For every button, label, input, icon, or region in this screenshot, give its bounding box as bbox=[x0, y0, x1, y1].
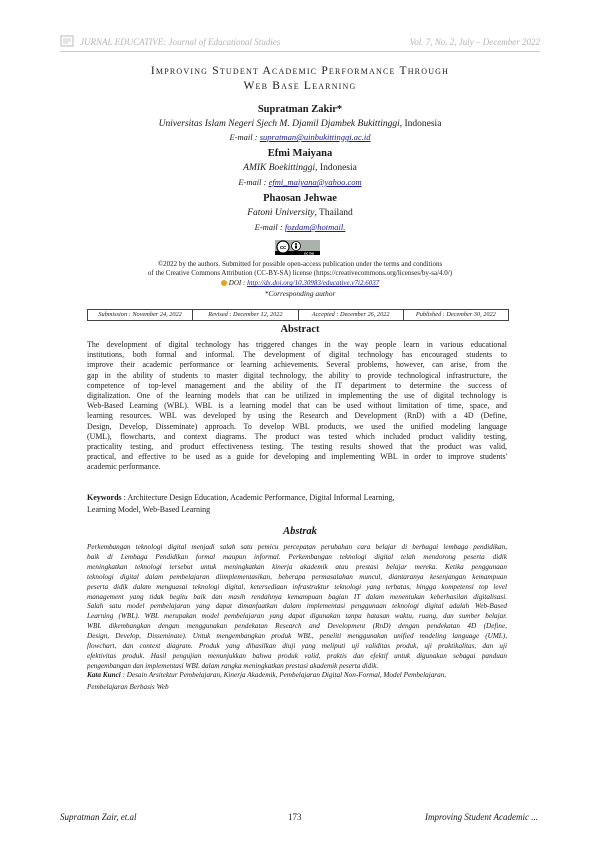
abstract-line: academic performance. bbox=[87, 462, 161, 472]
license-line-1: ©2022 by the authors. Submitted for possible open-access publication under the terms and conditions bbox=[157, 260, 443, 268]
revised-date: Revised : December 12, 2022 bbox=[192, 310, 297, 320]
abstrak-body bbox=[87, 543, 507, 672]
accepted-date: Accepted : December 26, 2022 bbox=[298, 310, 403, 320]
corresponding-author-note: *Corresponding author bbox=[264, 289, 336, 298]
author-email-link[interactable]: efmi_maiyana@yahoo.com bbox=[268, 177, 362, 187]
abstrak-keywords: Kata Kunci : Desain Arsitektur Pembelajaran, Kinerja Akademik, Pembelajaran Digital Non-Formal, Model Pembelajaran, bbox=[87, 671, 447, 679]
abstract-line: (UML), flowcharts, and context diagrams. The product was tested which included product validity testing, bbox=[87, 431, 507, 441]
svg-text:cc by: cc by bbox=[303, 250, 315, 255]
abstract-line: practicality testing, and product effectiveness testing. The testing results showed that the product was valid, bbox=[87, 442, 507, 452]
abstrak-line: teknologi digital dalam pembelajaran diimplementasikan, beberapa permasalahan muncul, diantaranya kesenjangan kemampuan bbox=[87, 572, 507, 581]
svg-text:cc: cc bbox=[279, 245, 287, 251]
abstrak-line: Learning (WBL). WBL merupakan model pembelajaran yang dapat digunakan tanpa batasan waktu, ruang, dan sumber belajar. bbox=[87, 612, 507, 621]
abstract-keywords-line-2: Learning Model, Web-Based Learning bbox=[87, 505, 211, 514]
abstract-line: The development of digital technology has triggered changes in the way people learn in various educational bbox=[87, 340, 507, 349]
title-line-1: Improving Student Academic Performance Through bbox=[150, 65, 450, 77]
page-number: 173 bbox=[288, 812, 302, 822]
footer-authors: Supratman Zair, et.al bbox=[60, 812, 137, 822]
author-email-link[interactable]: fozdam@hotmail. bbox=[284, 222, 346, 232]
abstrak-heading: Abstrak bbox=[283, 526, 317, 537]
header-divider bbox=[60, 51, 540, 52]
author-email-link[interactable]: supratman@uinbukittinggi.ac.id bbox=[259, 132, 371, 142]
author-name: Phaosan Jehwae bbox=[263, 193, 337, 204]
author-affiliation: AMIK Boekittinggi, Indonesia bbox=[243, 163, 357, 173]
abstrak-line: flowchart, dan context diagram. Produk yang dihasilkan diuji yang meliputi uji validitas produk, uji praktikalitas, dan uji bbox=[87, 642, 507, 651]
abstract-line: digitalization. One of the learning models that can be utilized in implementing the use of digital technology is bbox=[87, 391, 507, 401]
journal-name: JURNAL EDUCATIVE: Journal of Educational Studies bbox=[80, 37, 281, 47]
author-email: E-mail : efmi_maiyana@yahoo.com bbox=[238, 177, 362, 187]
abstrak-line: efektivitas produk. Hasil pengujian menunjukkan bahwa produk valid, praktis dan efektif untuk digunakan sebagai panduan bbox=[87, 651, 507, 660]
abstract-line: competence of top-level management and the ability of the IT department to determine the success of bbox=[87, 380, 507, 390]
abstract-heading: Abstract bbox=[280, 324, 320, 335]
abstract-line: practical, and effective to be used as a guide for developing and implementing WBL in order to improve students' bbox=[87, 452, 507, 462]
author-affiliation: Fatoni University, Thailand bbox=[247, 208, 353, 218]
abstrak-line: Salah satu model pembelajaran yang dapat dimanfaatkan dalam implementasi penggunaan teknologi digital adalah Web-Based bbox=[87, 602, 507, 611]
abstrak-line: pengembangan dan implementasi WBL dalam rangka meningkatkan prestasi akademik peserta didik. bbox=[87, 661, 379, 670]
journal-volume: Vol. 7, No. 2, July – December 2022 bbox=[409, 37, 540, 47]
creative-commons-icon bbox=[275, 240, 320, 255]
doi-icon bbox=[221, 280, 227, 286]
abstract-keywords: Keywords : Architecture Design Education, Academic Performance, Digital Informal Learning, bbox=[87, 493, 395, 502]
abstrak-line: meningkatkan teknologi tersebut untuk meningkatkan kinerja akademik atau prestasi belajar mereka. Ketika penggunaan bbox=[87, 562, 507, 571]
doi-line: DOI : http://dx.doi.org/10.30983/educative.v7i2.6037 bbox=[60, 279, 540, 288]
footer-short-title: Improving Student Academic ... bbox=[425, 812, 538, 822]
abstract-line: Web-Based Learning (WBL). WBL is a learning model that can be used without limitation of time, space, and bbox=[87, 401, 507, 411]
abstrak-line: Perkembangan teknologi digital menjadi salah satu pemicu percepatan perubahan cara belajar di berbagai lembaga pendidikan, bbox=[87, 543, 507, 551]
journal-logo-icon bbox=[60, 34, 74, 48]
abstrak-line: peserta didik dalam menguasai teknologi digital, ketersediaan infrastruktur teknologi yang terbatas, hingga kompetensi top level bbox=[87, 582, 507, 591]
published-date: Published : December 30, 2022 bbox=[403, 310, 508, 320]
abstract-line: improve their academic performance or learning achievements. Several problems, however, can arise, from the bbox=[87, 360, 507, 370]
author-email: E-mail : fozdam@hotmail. bbox=[254, 222, 346, 232]
abstrak-keywords-line-2: Pembelajaran Berbasis Web bbox=[87, 683, 169, 691]
abstract-body bbox=[87, 340, 507, 473]
author-email: E-mail : supratman@uinbukittinggi.ac.id bbox=[229, 132, 371, 142]
abstract-line: gap in the ability of students to master digital technology, the ability to provide technological infrastructure, the bbox=[87, 370, 507, 380]
abstract-line: institutions, both formal and informal. The development of digital technology has encouraged students to bbox=[87, 350, 507, 360]
license-line-2: of the Creative Commons Attribution (CC-BY-SA) license (https://creativecommons.org/licenses/by-sa/4.0/) bbox=[147, 269, 453, 277]
abstrak-line: baik di Lembaga Pendidikan formal maupun informal. Perkembangan teknologi digital telah mendorong peserta didik bbox=[87, 552, 507, 561]
submission-date: Submission : November 24, 2022 bbox=[98, 311, 182, 318]
running-header bbox=[60, 36, 540, 50]
paper-title bbox=[60, 64, 540, 94]
abstract-line: learning resources. WBL was developed by using the Research and Development (RnD) with a 4D (Define, bbox=[87, 411, 507, 421]
abstract-line: Design, Develop, Disseminate) approach. To develop WBL products, we used the unified modeling language bbox=[87, 421, 507, 431]
abstrak-line: Design, Develop, Disseminate). Untuk mengembangkan produk WBL, peneliti menggunakan unified modeling language (UML), bbox=[87, 632, 507, 641]
abstrak-line: management yang tidak begitu baik dan masih rendahnya kemampuan bagian IT dalam menentukan keberhasilan digitalisasi. bbox=[87, 592, 507, 601]
publication-dates-table bbox=[87, 309, 509, 321]
author-affiliation: Universitas Islam Negeri Sjech M. Djamil Djambek Bukittinggi, Indonesia bbox=[158, 119, 442, 129]
abstrak-line: WBL dikembangkan dengan menggunakan pendekatan Research and Development (RnD) dengan pendekatan 4D (Define, bbox=[87, 622, 507, 631]
author-name: Supratman Zakir* bbox=[257, 104, 343, 115]
author-name: Efmi Maiyana bbox=[267, 148, 333, 159]
doi-link[interactable]: http://dx.doi.org/10.30983/educative.v7i2.6037 bbox=[247, 279, 380, 287]
title-line-2: Web Base Learning bbox=[243, 80, 357, 92]
